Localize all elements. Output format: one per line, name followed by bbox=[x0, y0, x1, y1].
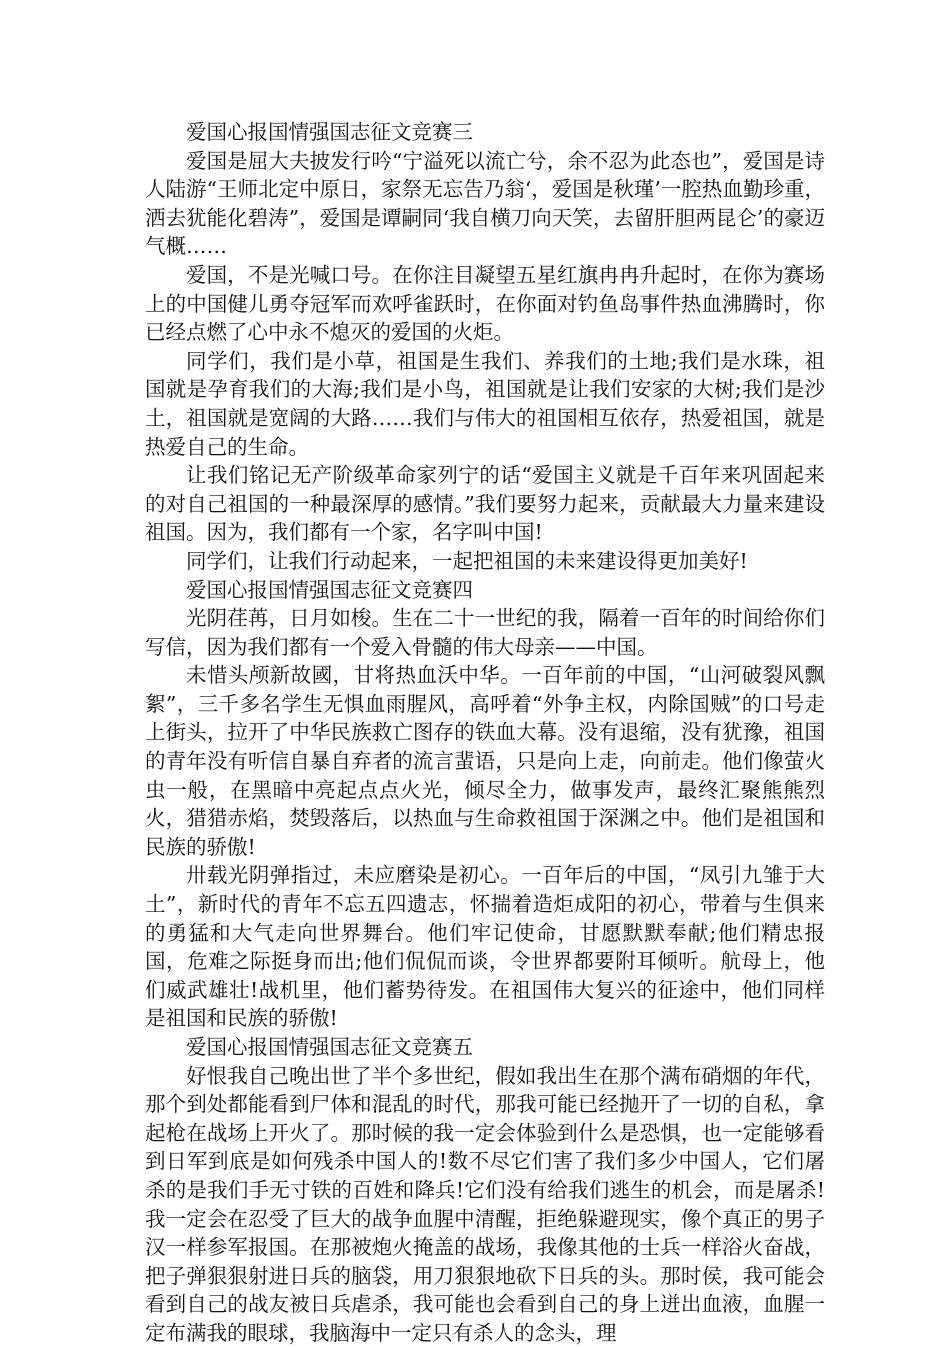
section-heading: 爱国心报国情强国志征文竞赛四 bbox=[186, 577, 473, 602]
body-paragraph: 光阴荏苒，日月如梭。生在二十一世纪的我，隔着一百年的时间给你们写信，因为我们都有一个爱入骨髓的伟大母亲——中国。 bbox=[145, 606, 825, 659]
body-paragraph: 让我们铭记无产阶级革命家列宁的话“爱国主义就是千百年来巩固起来的对自己祖国的一种最深厚的感情。”我们要努力起来，贡献最大力量来建设祖国。因为，我们都有一个家，名字叫中国! bbox=[145, 463, 825, 545]
section-heading: 爱国心报国情强国志征文竞赛三 bbox=[186, 120, 473, 144]
body-paragraph: 同学们，让我们行动起来，一起把祖国的未来建设得更加美好! bbox=[186, 548, 748, 573]
section-heading: 爱国心报国情强国志征文竞赛五 bbox=[186, 1035, 473, 1059]
body-paragraph: 爱国，不是光喊口号。在你注目凝望五星红旗冉冉升起时，在你为赛场上的中国健儿勇夺冠军而欢呼雀跃时，在你面对钓鱼岛事件热血沸腾时，你已经点燃了心中永不熄灭的爱国的火炬。 bbox=[145, 262, 825, 345]
body-paragraph: 爱国是屈大夫披发行吟“宁溢死以流亡兮，余不忍为此态也”，爱国是诗人陆游“王师北定中原日，家祭无忘告乃翁‘，爱国是秋瑾’一腔热血勤珍重，洒去犹能化碧涛”，爱国是谭嗣同‘我自横刀向天笑，去留肝胆两昆仑’的豪迈气概…… bbox=[145, 148, 825, 259]
body-paragraph: 好恨我自己晚出世了半个多世纪，假如我出生在那个满布硝烟的年代，那个到处都能看到尸体和混乱的时代，那我可能已经抛开了一切的自私，拿起枪在战场上开火了。那时候的我一定会体验到什么是恐惧，也一定能够看到日军到底是如何残杀中国人的!数不尽它们害了我们多少中国人，它们屠杀的是我们手无寸铁的百姓和降兵!它们没有给我们逃生的机会，而是屠杀!我一定会在忍受了巨大的战争血腥中清醒，拒绝躲避现实，像个真正的男子汉一样参军报国。在那被炮火掩盖的战场，我像其他的士兵一样浴火奋战，把子弹狠狠射进日兵的脑袋，用刀狠狠地砍下日兵的头。那时侯，我可能会看到自己的战友被日兵虐杀，我可能也会看到自己的身上迸出血液，血腥一定布满我的眼球，我脑海中一定只有杀人的念头，理 bbox=[145, 1063, 825, 1345]
body-paragraph: 未惜头颅新故國，甘将热血沃中华。一百年前的中国，“山河破裂风飘絮”，三千多名学生无惧血雨腥风，高呼着“外争主权，内除国贼”的口号走上街头，拉开了中华民族救亡图存的铁血大幕。没有退缩，没有犹豫，祖国的青年没有听信自暴自弃者的流言蜚语，只是向上走，向前走。他们像萤火虫一般，在黑暗中亮起点点火光，倾尽全力，做事发声，最终汇聚熊熊烈火，猎猎赤焰，焚毁落后，以热血与生命救祖国于深渊之中。他们是祖国和民族的骄傲! bbox=[145, 663, 825, 859]
body-paragraph: 卅载光阴弹指过，未应磨染是初心。一百年后的中国，“凤引九雏于大土”，新时代的青年不忘五四遗志，怀揣着造炬成阳的初心，带着与生俱来的勇猛和大气走向世界舞台。他们牢记使命，甘愿默默奉献;他们精忠报国，危难之际挺身而出;他们侃侃而谈，令世界都要附耳倾听。航母上，他们威武雄壮!战机里，他们蓄势待发。在祖国伟大复兴的征途中，他们同样是祖国和民族的骄傲! bbox=[145, 863, 825, 1031]
body-paragraph: 同学们，我们是小草，祖国是生我们、养我们的土地;我们是水珠，祖国就是孕育我们的大海;我们是小鸟，祖国就是让我们安家的大树;我们是沙土，祖国就是宽阔的大路……我们与伟大的祖国相互依存，热爱祖国，就是热爱自己的生命。 bbox=[145, 348, 825, 459]
document-body bbox=[145, 118, 825, 1348]
